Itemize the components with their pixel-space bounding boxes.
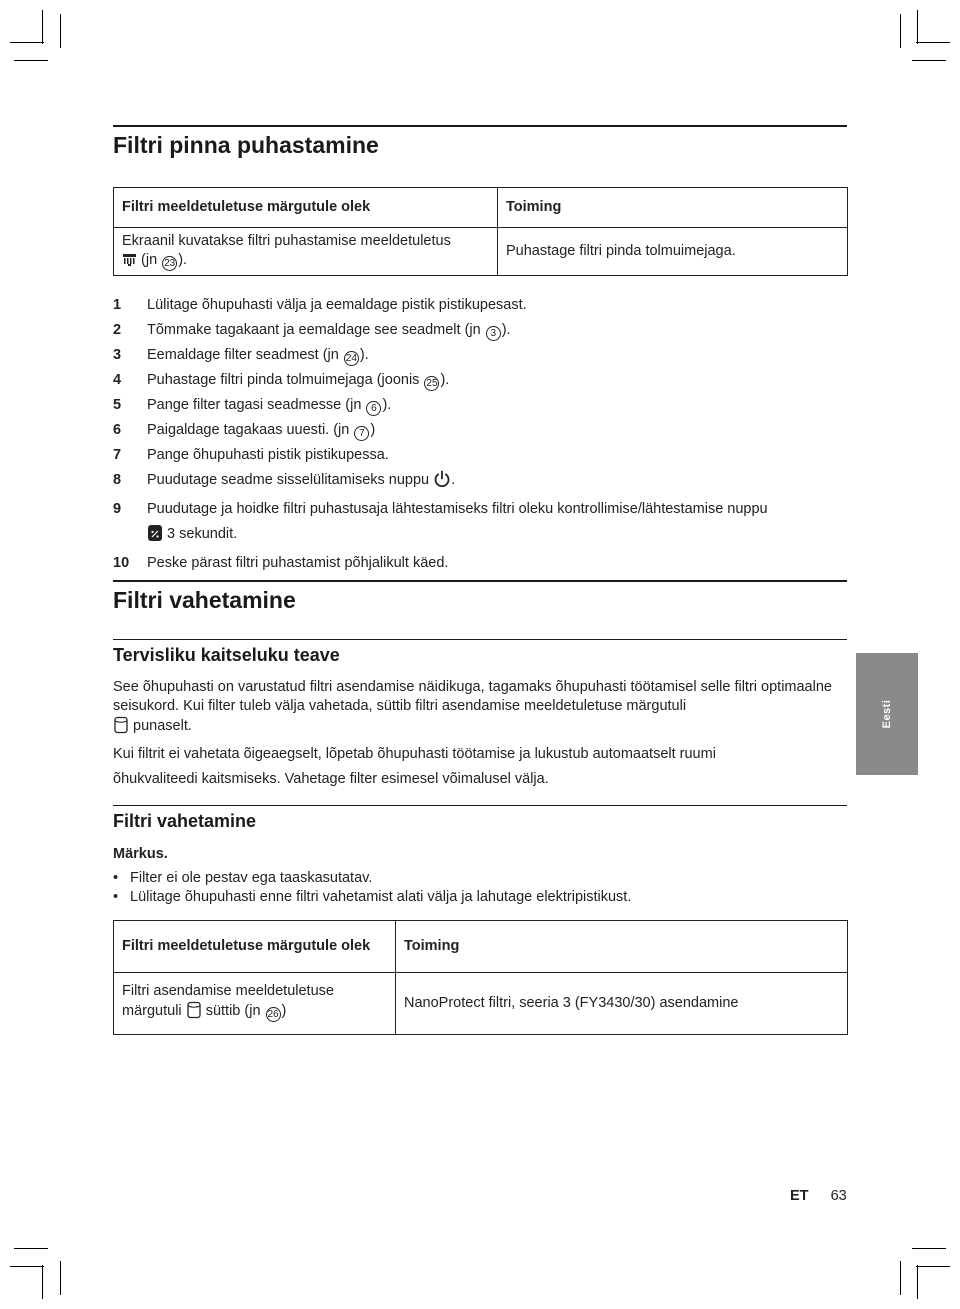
brush-icon (122, 253, 137, 272)
crop-mark (912, 1248, 946, 1249)
crop-mark (900, 1261, 901, 1295)
list-item (113, 443, 848, 468)
state-text: süttib (jn (205, 1003, 261, 1019)
figure-ref-badge: 26 (267, 1009, 279, 1020)
crop-mark (916, 42, 950, 43)
crop-mark (60, 14, 61, 48)
bullet-dot: • (113, 870, 119, 886)
bullet-text: Filter ei ole pestav ega taaskasutatav. (130, 870, 373, 886)
crop-mark (14, 1248, 48, 1249)
ref-post: ). (178, 251, 188, 268)
step-number: 9 (113, 501, 122, 517)
crop-mark (42, 10, 43, 44)
table-header-cell: Toiming (498, 188, 848, 228)
language-side-tab (856, 653, 918, 775)
step-number: 7 (113, 447, 122, 463)
crop-mark (917, 1265, 918, 1299)
figure-ref-badge: 6 (366, 401, 381, 416)
state-text: märgutuli (122, 1003, 182, 1019)
step-number: 5 (113, 397, 122, 413)
list-item (113, 551, 848, 576)
step-text: Puudutage seadme sisselülitamiseks nuppu (147, 472, 430, 488)
table-header-cell: Filtri meeldetuletuse märgutule olek (114, 188, 498, 228)
step-text: ) (370, 422, 376, 438)
step-text: Tõmmake tagakaant ja eemaldage see seadmelt (jn (147, 322, 481, 338)
step-number: 4 (113, 372, 122, 388)
subsection-rule (113, 639, 847, 640)
section-rule (113, 125, 847, 127)
bullet-text: Lülitage õhupuhasti enne filtri vahetamist alati välja ja lahutage elektripistikust. (130, 889, 632, 905)
table-cell-action: Puhastage filtri pinda tolmuimejaga. (498, 228, 848, 276)
state-text: Ekraanil kuvatakse filtri puhastamise meeldetuletus (122, 232, 451, 249)
step-number: 6 (113, 422, 122, 438)
list-item (113, 343, 848, 368)
section-title: Filtri vahetamine (113, 587, 296, 613)
table-header-cell: Toiming (396, 921, 848, 973)
crop-mark (900, 14, 901, 48)
ref-pre: (jn (141, 251, 158, 268)
list-item (113, 468, 848, 497)
section-rule (113, 580, 847, 582)
table-header-row (114, 921, 848, 973)
step-number: 10 (113, 555, 130, 571)
crop-mark (10, 42, 44, 43)
step-text: 3 sekundit. (167, 526, 238, 542)
crop-mark (916, 1266, 950, 1267)
step-text: Pange filter tagasi seadmesse (jn (147, 397, 362, 413)
paragraph-text: õhukvaliteedi kaitsmiseks. Vahetage filter esimesel võimalusel välja. (113, 771, 549, 787)
figure-ref-badge: 23 (164, 257, 176, 269)
paragraph-text: Kui filtrit ei vahetata õigeaegselt, lõpetab õhupuhasti töötamise ja lukustub automaatselt ruumi (113, 746, 716, 762)
step-text: ). (501, 322, 511, 338)
step-text: Lülitage õhupuhasti välja ja eemaldage pistik pistikupesast. (147, 297, 527, 313)
step-text: Pange õhupuhasti pistik pistikupessa. (147, 447, 389, 463)
subsection-title: Filtri vahetamine (113, 811, 257, 831)
footer-language-code: ET (790, 1188, 809, 1204)
list-item (113, 393, 848, 418)
list-item (113, 869, 848, 888)
crop-mark (917, 10, 918, 44)
figure-ref-badge: 7 (354, 426, 369, 441)
table-cell-state (114, 228, 498, 276)
paragraph-text: See õhupuhasti on varustatud filtri asendamise näidikuga, tagamaks õhupuhasti töötamisel selle filtri optimaalne seisukord. Kui filter tuleb välja vahetada, süttib filtri asendamise meeldetuletuse märgutuli (113, 679, 832, 714)
table-row (114, 228, 848, 276)
step-text: Puhastage filtri pinda tolmuimejaga (joonis (147, 372, 420, 388)
list-item (113, 318, 848, 343)
section-title: Filtri pinna puhastamine (113, 132, 379, 158)
bullet-dot: • (113, 889, 119, 905)
page-footer (790, 1188, 847, 1204)
step-number: 3 (113, 347, 122, 363)
bullet-list (113, 869, 848, 907)
step-text: . (451, 472, 456, 488)
figure-ref-badge: 3 (486, 326, 501, 341)
table-cell-action: NanoProtect filtri, seeria 3 (FY3430/30) asendamine (396, 973, 848, 1035)
step-number: 1 (113, 297, 122, 313)
step-text: ). (359, 347, 369, 363)
step-text: Puudutage ja hoidke filtri puhastusaja lähtestamiseks filtri oleku kontrollimise/lähtestamise nuppu (147, 501, 768, 517)
step-number: 8 (113, 472, 122, 488)
subsection-title: Tervisliku kaitseluku teave (113, 645, 340, 665)
crop-mark (912, 60, 946, 61)
step-text: Peske pärast filtri puhastamist põhjalikult käed. (147, 555, 449, 571)
page-number: 63 (830, 1188, 847, 1204)
paragraph-text: punaselt. (133, 718, 192, 734)
step-text: ). (440, 372, 450, 388)
state-text: ) (281, 1003, 287, 1019)
filter-replace-table (113, 920, 848, 1035)
list-item (113, 497, 848, 551)
filter-replace-icon (186, 1001, 202, 1025)
subsection-rule (113, 805, 847, 806)
step-text: ). (382, 397, 392, 413)
filter-clean-table (113, 187, 848, 276)
list-item (113, 418, 848, 443)
step-number: 2 (113, 322, 122, 338)
table-header-row (114, 188, 848, 228)
crop-mark (14, 60, 48, 61)
list-item (113, 888, 848, 907)
paragraph (113, 678, 848, 740)
language-tab-label: Eesti (881, 699, 893, 729)
power-icon (433, 470, 451, 497)
note-label: Märkus. (113, 846, 168, 862)
crop-mark (42, 1265, 43, 1299)
crop-mark (10, 1266, 44, 1267)
steps-list (113, 293, 848, 576)
filter-reset-icon (147, 524, 163, 551)
table-cell-state (114, 973, 396, 1035)
table-header-cell: Filtri meeldetuletuse märgutule olek (114, 921, 396, 973)
state-text: Filtri asendamise meeldetuletuse (122, 983, 334, 999)
figure-ref-badge: 25 (426, 378, 438, 389)
crop-mark (60, 1261, 61, 1295)
paragraph (113, 742, 848, 792)
figure-ref-badge: 24 (345, 353, 357, 364)
list-item (113, 368, 848, 393)
step-text: Eemaldage filter seadmest (jn (147, 347, 339, 363)
list-item (113, 293, 848, 318)
filter-replace-icon (113, 716, 129, 740)
step-text: Paigaldage tagakaas uuesti. (jn (147, 422, 350, 438)
table-row (114, 973, 848, 1035)
